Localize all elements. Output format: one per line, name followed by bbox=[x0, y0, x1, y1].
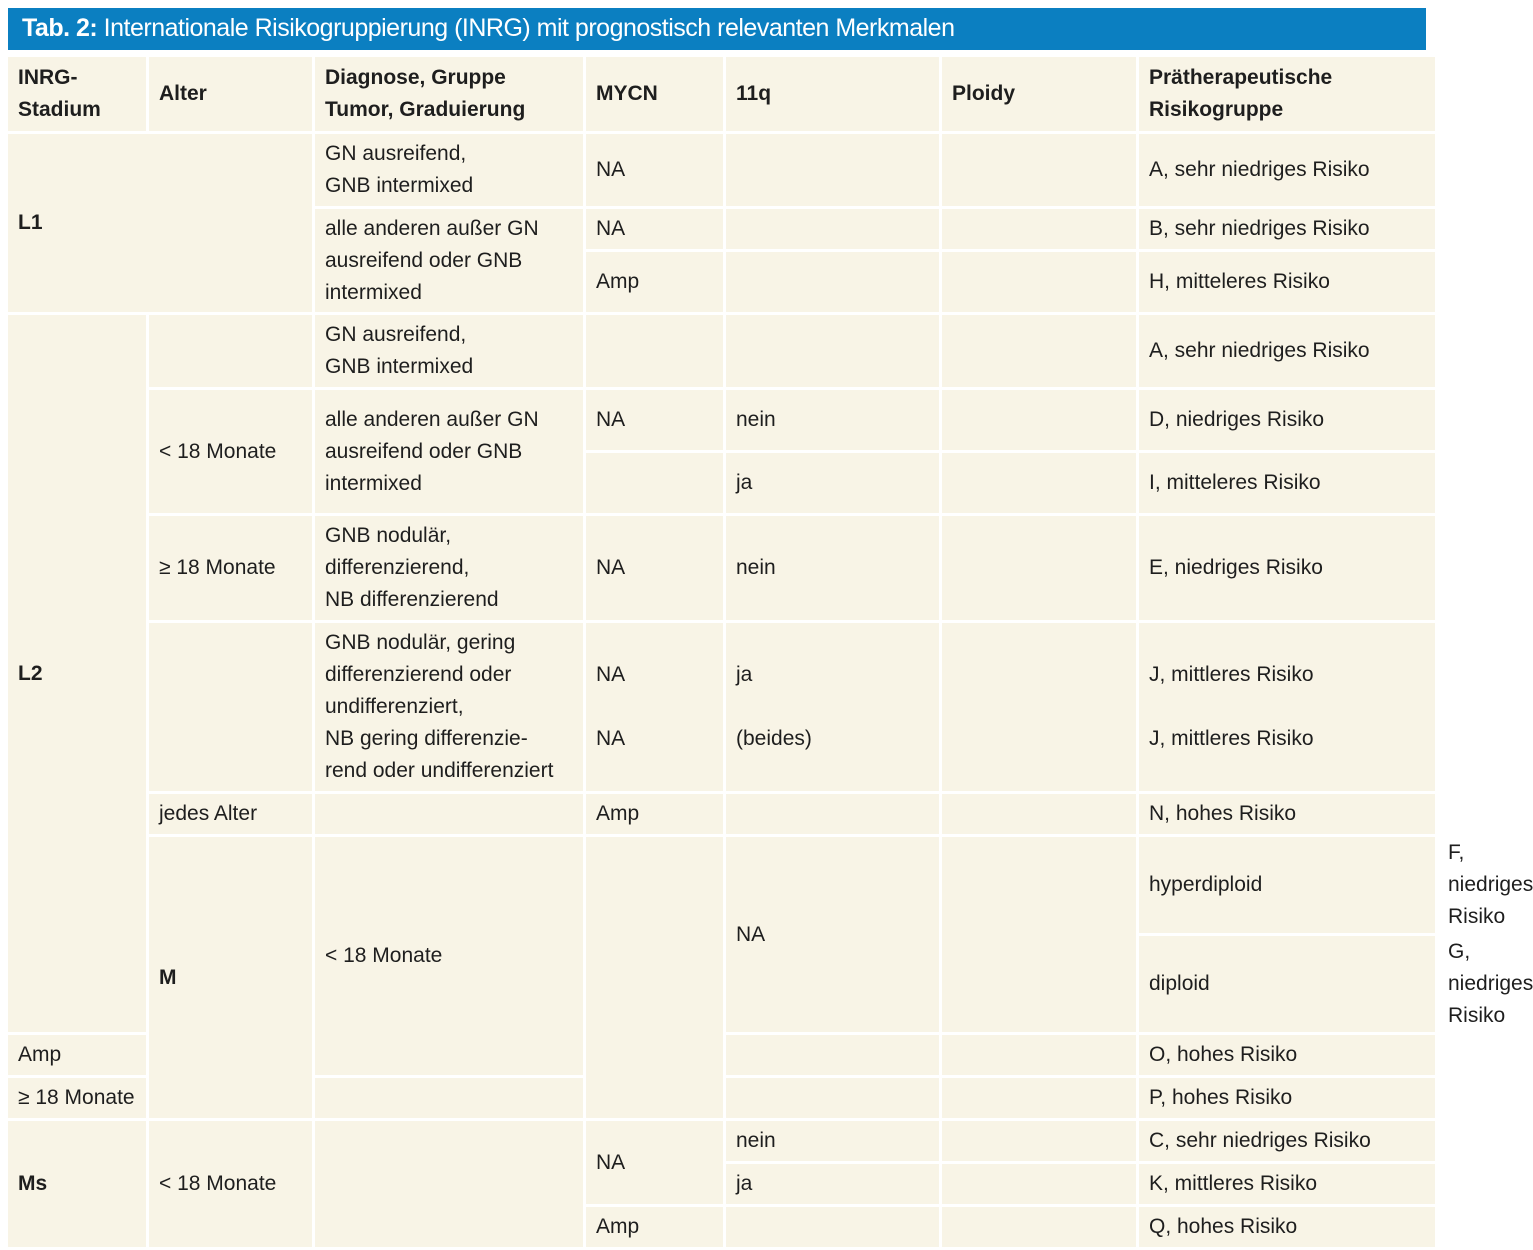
mycn-cell: NA bbox=[586, 390, 723, 450]
ploidy-cell: hyperdiploid bbox=[1139, 837, 1435, 933]
table-row bbox=[8, 516, 1438, 620]
mycn-cell: NA bbox=[586, 209, 723, 249]
caption-prefix: Tab. 2: bbox=[22, 14, 98, 42]
11q-cell bbox=[726, 794, 939, 834]
table-row bbox=[8, 623, 1438, 791]
risk-cell: H, mitteleres Risiko bbox=[1139, 252, 1435, 312]
table-row bbox=[8, 390, 1438, 450]
diagnosis-cell: alle anderen außer GN ausreifend oder GNB intermixed bbox=[315, 390, 583, 513]
ploidy-cell bbox=[942, 134, 1136, 206]
mycn-cell: NA bbox=[586, 134, 723, 206]
risk-cell: Q, hohes Risiko bbox=[1139, 1207, 1435, 1247]
11q-cell: ja bbox=[726, 1164, 939, 1204]
stage-cell: L2 bbox=[8, 315, 146, 1032]
header-alter: Alter bbox=[149, 57, 312, 131]
11q-cell: nein bbox=[726, 516, 939, 620]
ploidy-cell bbox=[942, 1078, 1136, 1118]
age-cell: < 18 Monate bbox=[315, 837, 583, 1075]
stage-cell: Ms bbox=[8, 1121, 146, 1247]
table-row bbox=[8, 315, 1438, 387]
11q-cell: nein bbox=[726, 1121, 939, 1161]
diagnosis-cell bbox=[315, 794, 583, 834]
risk-cell: K, mittleres Risiko bbox=[1139, 1164, 1435, 1204]
stage-cell: L1 bbox=[8, 134, 312, 312]
risk-cell: J, mittleres Risiko J, mittleres Risiko bbox=[1139, 623, 1435, 791]
risk-group-table bbox=[5, 54, 1533, 1250]
diagnosis-cell bbox=[586, 837, 723, 1118]
caption-text: Internationale Risikogruppierung (INRG) mit prognostisch relevanten Merkmalen bbox=[103, 14, 955, 42]
11q-cell bbox=[726, 1207, 939, 1247]
header-mycn: MYCN bbox=[586, 57, 723, 131]
11q-cell: ja (beides) bbox=[726, 623, 939, 791]
mycn-cell: Amp bbox=[586, 252, 723, 312]
11q-cell bbox=[726, 209, 939, 249]
age-cell: jedes Alter bbox=[149, 794, 312, 834]
ploidy-cell bbox=[942, 516, 1136, 620]
11q-cell bbox=[726, 134, 939, 206]
risk-cell: C, sehr niedriges Risiko bbox=[1139, 1121, 1435, 1161]
risk-cell: D, niedriges Risiko bbox=[1139, 390, 1435, 450]
diagnosis-cell: GN ausreifend, GNB intermixed bbox=[315, 134, 583, 206]
header-11q: 11q bbox=[726, 57, 939, 131]
age-cell: < 18 Monate bbox=[149, 390, 312, 513]
risk-cell: O, hohes Risiko bbox=[1139, 1035, 1435, 1075]
mycn-cell bbox=[586, 315, 723, 387]
mycn-cell: NA bbox=[726, 837, 939, 1032]
risk-cell: N, hohes Risiko bbox=[1139, 794, 1435, 834]
ploidy-cell bbox=[942, 1207, 1136, 1247]
table-row bbox=[8, 1121, 1438, 1161]
ploidy-cell bbox=[942, 623, 1136, 791]
age-cell bbox=[149, 623, 312, 791]
mycn-cell: NA NA bbox=[586, 623, 723, 791]
11q-cell bbox=[726, 315, 939, 387]
ploidy-cell: diploid bbox=[1139, 936, 1435, 1032]
table-row: M < 18 Monate NA hyperdiploid F, niedriges Risiko bbox=[8, 837, 1438, 933]
risk-cell: E, niedriges Risiko bbox=[1139, 516, 1435, 620]
ploidy-cell bbox=[942, 390, 1136, 450]
mycn-cell bbox=[586, 453, 723, 513]
diagnosis-cell: GN ausreifend, GNB intermixed bbox=[315, 315, 583, 387]
age-cell bbox=[149, 315, 312, 387]
mycn-cell bbox=[315, 1078, 583, 1118]
11q-cell: nein bbox=[726, 390, 939, 450]
ploidy-cell bbox=[942, 1035, 1136, 1075]
mycn-cell: Amp bbox=[8, 1035, 146, 1075]
header-ploidy: Ploidy bbox=[942, 57, 1136, 131]
table-row bbox=[8, 794, 1438, 834]
age-cell: < 18 Monate bbox=[149, 1121, 312, 1247]
table-row: diploid G, niedriges Risiko bbox=[8, 936, 1438, 1032]
diagnosis-cell: alle anderen außer GN ausreifend oder GNB intermixed bbox=[315, 209, 583, 312]
stage-cell: M bbox=[149, 837, 312, 1118]
11q-cell bbox=[726, 1035, 939, 1075]
11q-cell: ja bbox=[726, 453, 939, 513]
diagnosis-cell: GNB nodulär, gering differenzierend oder undifferenziert, NB gering differenzie- rend oder undifferenziert bbox=[315, 623, 583, 791]
ploidy-cell bbox=[942, 453, 1136, 513]
ploidy-cell bbox=[942, 209, 1136, 249]
table-caption bbox=[8, 8, 1426, 50]
diagnosis-cell: GNB nodulär, differenzierend, NB differenzierend bbox=[315, 516, 583, 620]
risk-cell: B, sehr niedriges Risiko bbox=[1139, 209, 1435, 249]
age-cell: ≥ 18 Monate bbox=[149, 516, 312, 620]
header-diagnose: Diagnose, Gruppe Tumor, Graduierung bbox=[315, 57, 583, 131]
header-stadium: INRG- Stadium bbox=[8, 57, 146, 131]
ploidy-cell bbox=[942, 1164, 1136, 1204]
risk-cell: I, mitteleres Risiko bbox=[1139, 453, 1435, 513]
mycn-cell: NA bbox=[586, 516, 723, 620]
risk-cell: P, hohes Risiko bbox=[1139, 1078, 1435, 1118]
ploidy-cell bbox=[942, 1121, 1136, 1161]
ploidy-cell bbox=[942, 315, 1136, 387]
11q-cell bbox=[942, 837, 1136, 1032]
11q-cell bbox=[726, 252, 939, 312]
risk-cell: A, sehr niedriges Risiko bbox=[1139, 134, 1435, 206]
ploidy-cell bbox=[942, 794, 1136, 834]
mycn-cell: NA bbox=[586, 1121, 723, 1204]
mycn-cell: Amp bbox=[586, 794, 723, 834]
mycn-cell: Amp bbox=[586, 1207, 723, 1247]
age-cell: ≥ 18 Monate bbox=[8, 1078, 146, 1118]
diagnosis-cell bbox=[315, 1121, 583, 1247]
risk-cell: A, sehr niedriges Risiko bbox=[1139, 315, 1435, 387]
table-row bbox=[8, 134, 1438, 206]
ploidy-cell bbox=[942, 252, 1136, 312]
header-risikogruppe: Prätherapeutische Risikogruppe bbox=[1139, 57, 1435, 131]
11q-cell bbox=[726, 1078, 939, 1118]
header-row bbox=[8, 57, 1438, 131]
